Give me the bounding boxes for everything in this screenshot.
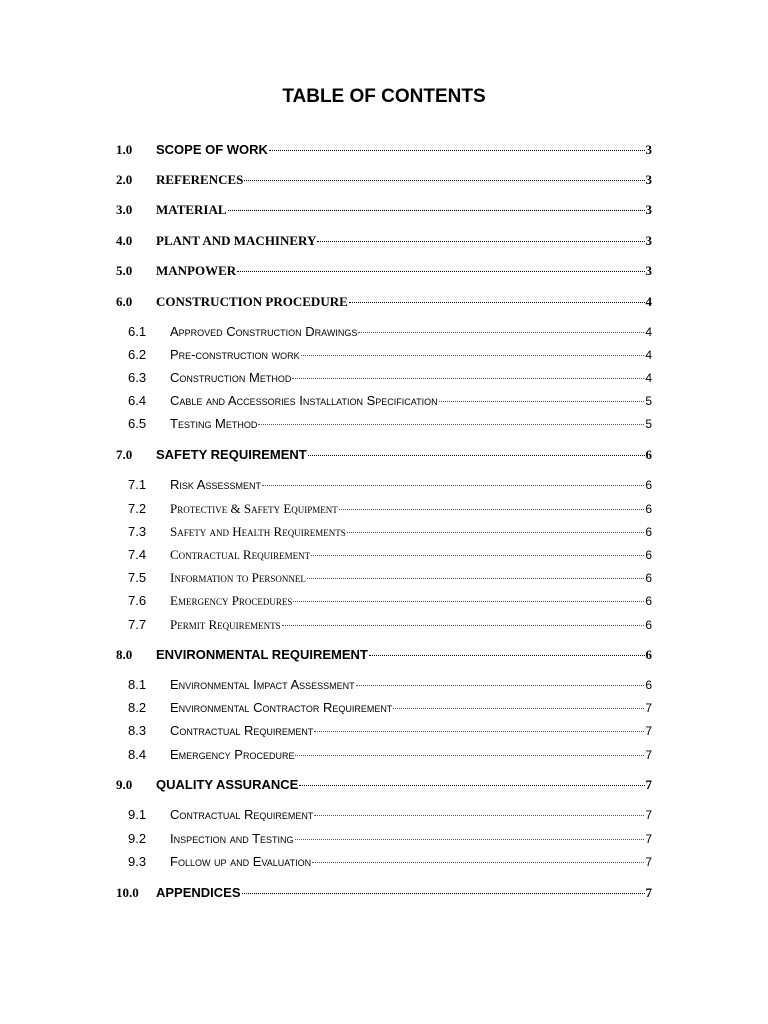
toc-entry-number: 9.0 xyxy=(116,777,133,792)
toc-entry-label: PLANT AND MACHINERY xyxy=(156,233,317,248)
dot-leader xyxy=(237,271,644,272)
dot-leader xyxy=(262,485,644,486)
toc-entry-number: 8.1 xyxy=(128,677,147,692)
toc-entry-label: Environmental Contractor Requirement xyxy=(170,700,393,715)
toc-entry-construction-procedure[interactable] xyxy=(116,294,652,314)
toc-subentry-permit-requirements[interactable] xyxy=(116,617,652,637)
toc-entry-label: Contractual Requirement xyxy=(170,723,314,738)
toc-entry-number: 8.3 xyxy=(128,723,147,738)
toc-entry-page: 5 xyxy=(645,417,652,431)
toc-entry-quality-assurance[interactable] xyxy=(116,777,652,797)
toc-entry-page: 3 xyxy=(645,233,652,248)
toc-entry-number: 4.0 xyxy=(116,233,133,248)
toc-entry-safety-requirement[interactable] xyxy=(116,447,652,467)
toc-entry-page: 4 xyxy=(645,294,652,309)
toc-entry-page: 6 xyxy=(645,502,652,516)
toc-subentry-emergency-procedure[interactable] xyxy=(116,747,652,767)
toc-entry-plant-and-machinery[interactable] xyxy=(116,233,652,253)
toc-entry-scope-of-work[interactable] xyxy=(116,142,652,162)
toc-entry-page: 7 xyxy=(645,808,652,822)
dot-leader xyxy=(295,755,644,756)
toc-entry-label: Testing Method xyxy=(170,416,258,431)
toc-entry-label: MATERIAL xyxy=(156,202,227,217)
toc-subentry-inspection-and-testing[interactable] xyxy=(116,831,652,851)
toc-entry-label: Information to Personnel xyxy=(170,570,306,585)
toc-entry-label: ENVIRONMENTAL REQUIREMENT xyxy=(156,647,368,662)
toc-entry-label: Protective & Safety Equipment xyxy=(170,501,338,516)
toc-entry-label: REFERENCES xyxy=(156,172,244,187)
dot-leader xyxy=(349,302,645,303)
toc-entry-page: 6 xyxy=(645,647,652,662)
toc-entry-page: 5 xyxy=(645,394,652,408)
toc-entry-label: SAFETY REQUIREMENT xyxy=(156,447,307,462)
toc-entry-page: 6 xyxy=(645,447,652,462)
toc-entry-label: MANPOWER xyxy=(156,263,237,278)
toc-subentry-environmental-contractor-requirement[interactable] xyxy=(116,700,652,720)
dot-leader xyxy=(301,355,645,356)
toc-entry-page: 6 xyxy=(645,594,652,608)
dot-leader xyxy=(356,685,645,686)
toc-subentry-follow-up-and-evaluation[interactable] xyxy=(116,854,652,874)
dot-leader xyxy=(347,532,645,533)
dot-leader xyxy=(228,210,645,211)
toc-entry-page: 6 xyxy=(645,618,652,632)
toc-subentry-cable-installation-specification[interactable] xyxy=(116,393,652,413)
toc-entry-label: Approved Construction Drawings xyxy=(170,324,358,339)
dot-leader xyxy=(299,785,644,786)
toc-subentry-construction-method[interactable] xyxy=(116,370,652,390)
toc-entry-number: 8.0 xyxy=(116,647,133,662)
toc-entry-number: 9.3 xyxy=(128,854,147,869)
toc-entry-page: 6 xyxy=(645,478,652,492)
toc-subentry-testing-method[interactable] xyxy=(116,416,652,436)
toc-entry-label: Follow up and Evaluation xyxy=(170,854,312,869)
toc-entry-number: 6.5 xyxy=(128,416,147,431)
toc-entry-number: 2.0 xyxy=(116,172,133,187)
toc-entry-page: 7 xyxy=(645,724,652,738)
toc-subentry-protective-safety-equipment[interactable] xyxy=(116,501,652,521)
dot-leader xyxy=(308,455,645,456)
dot-leader xyxy=(258,424,644,425)
dot-leader xyxy=(339,509,645,510)
toc-entry-number: 7.4 xyxy=(128,547,147,562)
toc-subentry-risk-assessment[interactable] xyxy=(116,477,652,497)
toc-entry-label: SCOPE OF WORK xyxy=(156,142,268,157)
toc-entry-page: 4 xyxy=(645,325,652,339)
toc-entry-label: Environmental Impact Assessment xyxy=(170,677,355,692)
toc-entry-label: Risk Assessment xyxy=(170,477,261,492)
toc-subentry-pre-construction-work[interactable] xyxy=(116,347,652,367)
dot-leader xyxy=(314,731,644,732)
toc-entry-page: 7 xyxy=(645,855,652,869)
toc-entry-page: 6 xyxy=(645,525,652,539)
toc-entry-page: 7 xyxy=(645,885,652,900)
toc-entry-number: 7.6 xyxy=(128,593,147,608)
toc-entry-page: 3 xyxy=(645,202,652,217)
toc-entry-number: 1.0 xyxy=(116,142,133,157)
toc-entry-page: 4 xyxy=(645,371,652,385)
toc-entry-label: QUALITY ASSURANCE xyxy=(156,777,299,792)
toc-subentry-safety-health-requirements[interactable] xyxy=(116,524,652,544)
toc-entry-label: Permit Requirements xyxy=(170,617,281,632)
toc-subentry-approved-construction-drawings[interactable] xyxy=(116,324,652,344)
toc-entry-number: 6.1 xyxy=(128,324,147,339)
toc-entry-number: 9.1 xyxy=(128,807,147,822)
toc-entry-page: 7 xyxy=(645,701,652,715)
toc-entry-appendices[interactable] xyxy=(116,885,652,905)
toc-entry-number: 7.3 xyxy=(128,524,147,539)
toc-entry-number: 3.0 xyxy=(116,202,133,217)
toc-entry-references[interactable] xyxy=(116,172,652,192)
dot-leader xyxy=(439,401,645,402)
toc-subentry-emergency-procedures[interactable] xyxy=(116,593,652,613)
dot-leader xyxy=(311,555,644,556)
toc-entry-label: Contractual Requirement xyxy=(170,547,311,562)
toc-entry-number: 6.0 xyxy=(116,294,133,309)
dot-leader xyxy=(312,862,644,863)
toc-subentry-contractual-requirement[interactable] xyxy=(116,807,652,827)
toc-entry-number: 6.4 xyxy=(128,393,147,408)
toc-entry-manpower[interactable] xyxy=(116,263,652,283)
page-title: TABLE OF CONTENTS xyxy=(282,86,486,107)
toc-entry-page: 4 xyxy=(645,348,652,362)
toc-entry-label: CONSTRUCTION PROCEDURE xyxy=(156,294,348,309)
toc-entry-label: Pre-construction work xyxy=(170,347,300,362)
dot-leader xyxy=(282,625,645,626)
toc-entry-number: 7.5 xyxy=(128,570,147,585)
toc-entry-number: 10.0 xyxy=(116,885,139,900)
toc-entry-page: 6 xyxy=(645,548,652,562)
toc-entry-number: 7.0 xyxy=(116,447,133,462)
toc-subentry-information-to-personnel[interactable] xyxy=(116,570,652,590)
dot-leader xyxy=(293,601,644,602)
dot-leader xyxy=(295,839,645,840)
toc-entry-label: Emergency Procedures xyxy=(170,593,293,608)
dot-leader xyxy=(242,893,645,894)
toc-entry-page: 7 xyxy=(645,748,652,762)
toc-entry-page: 3 xyxy=(645,263,652,278)
toc-entry-number: 8.2 xyxy=(128,700,147,715)
toc-entry-number: 7.7 xyxy=(128,617,147,632)
toc-entry-page: 6 xyxy=(645,571,652,585)
toc-subentry-contractual-requirement[interactable] xyxy=(116,547,652,567)
toc-entry-label: Construction Method xyxy=(170,370,292,385)
toc-entry-page: 7 xyxy=(645,777,652,792)
dot-leader xyxy=(393,708,644,709)
toc-entry-number: 8.4 xyxy=(128,747,147,762)
toc-entry-number: 6.2 xyxy=(128,347,147,362)
toc-entry-label: Emergency Procedure xyxy=(170,747,295,762)
toc-entry-environmental-requirement[interactable] xyxy=(116,647,652,667)
toc-entry-label: Contractual Requirement xyxy=(170,807,314,822)
dot-leader xyxy=(307,578,644,579)
toc-entry-page: 3 xyxy=(645,142,652,157)
toc-entry-label: APPENDICES xyxy=(156,885,241,900)
toc-entry-label: Safety and Health Requirements xyxy=(170,524,346,539)
toc-entry-number: 5.0 xyxy=(116,263,133,278)
toc-subentry-environmental-impact-assessment[interactable] xyxy=(116,677,652,697)
dot-leader xyxy=(244,180,644,181)
dot-leader xyxy=(269,150,645,151)
toc-entry-page: 7 xyxy=(645,832,652,846)
toc-subentry-contractual-requirement[interactable] xyxy=(116,723,652,743)
toc-entry-page: 6 xyxy=(645,678,652,692)
dot-leader xyxy=(369,655,645,656)
dot-leader xyxy=(314,815,644,816)
toc-entry-number: 7.1 xyxy=(128,477,147,492)
dot-leader xyxy=(292,378,644,379)
toc-entry-material[interactable] xyxy=(116,202,652,222)
toc-entry-page: 3 xyxy=(645,172,652,187)
toc-entry-number: 7.2 xyxy=(128,501,147,516)
toc-entry-number: 6.3 xyxy=(128,370,147,385)
toc-entry-label: Cable and Accessories Installation Specification xyxy=(170,393,438,408)
dot-leader xyxy=(317,241,644,242)
dot-leader xyxy=(358,332,644,333)
toc-entry-number: 9.2 xyxy=(128,831,147,846)
toc-entry-label: Inspection and Testing xyxy=(170,831,294,846)
